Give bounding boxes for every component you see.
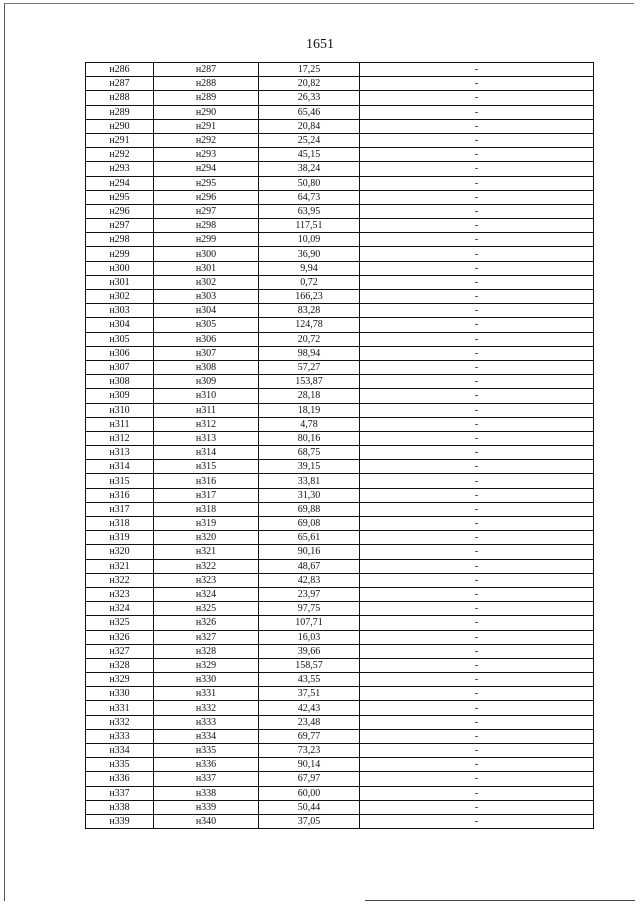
to-point-cell: н317	[154, 488, 259, 502]
note-cell: -	[360, 488, 594, 502]
note-cell: -	[360, 545, 594, 559]
from-point-cell: н293	[86, 162, 154, 176]
to-point-cell: н314	[154, 446, 259, 460]
to-point-cell: н312	[154, 417, 259, 431]
from-point-cell: н333	[86, 729, 154, 743]
distance-cell: 68,75	[259, 446, 360, 460]
from-point-cell: н304	[86, 318, 154, 332]
table-row	[86, 275, 594, 289]
from-point-cell: н331	[86, 701, 154, 715]
distance-cell: 37,05	[259, 814, 360, 828]
from-point-cell: н322	[86, 573, 154, 587]
table-row	[86, 658, 594, 672]
from-point-cell: н306	[86, 346, 154, 360]
note-cell: -	[360, 346, 594, 360]
table-row	[86, 758, 594, 772]
distance-cell: 31,30	[259, 488, 360, 502]
distance-cell: 98,94	[259, 346, 360, 360]
table-row	[86, 786, 594, 800]
table-row	[86, 616, 594, 630]
from-point-cell: н338	[86, 800, 154, 814]
table-row	[86, 744, 594, 758]
distance-cell: 50,80	[259, 176, 360, 190]
to-point-cell: н298	[154, 219, 259, 233]
to-point-cell: н301	[154, 261, 259, 275]
to-point-cell: н338	[154, 786, 259, 800]
from-point-cell: н288	[86, 91, 154, 105]
distance-cell: 43,55	[259, 673, 360, 687]
distance-cell: 33,81	[259, 474, 360, 488]
from-point-cell: н321	[86, 559, 154, 573]
table-row	[86, 332, 594, 346]
to-point-cell: н315	[154, 460, 259, 474]
distance-cell: 20,72	[259, 332, 360, 346]
distance-cell: 37,51	[259, 687, 360, 701]
distance-cell: 17,25	[259, 63, 360, 77]
note-cell: -	[360, 772, 594, 786]
table-row	[86, 133, 594, 147]
to-point-cell: н309	[154, 375, 259, 389]
to-point-cell: н310	[154, 389, 259, 403]
distance-cell: 26,33	[259, 91, 360, 105]
table-row	[86, 261, 594, 275]
from-point-cell: н314	[86, 460, 154, 474]
to-point-cell: н293	[154, 148, 259, 162]
table-row	[86, 91, 594, 105]
table-row	[86, 417, 594, 431]
table-row	[86, 488, 594, 502]
from-point-cell: н309	[86, 389, 154, 403]
table-row	[86, 176, 594, 190]
from-point-cell: н296	[86, 204, 154, 218]
to-point-cell: н290	[154, 105, 259, 119]
to-point-cell: н337	[154, 772, 259, 786]
to-point-cell: н340	[154, 814, 259, 828]
note-cell: -	[360, 360, 594, 374]
from-point-cell: н295	[86, 190, 154, 204]
table-row	[86, 360, 594, 374]
from-point-cell: н300	[86, 261, 154, 275]
note-cell: -	[360, 800, 594, 814]
distance-cell: 20,84	[259, 119, 360, 133]
to-point-cell: н323	[154, 573, 259, 587]
distance-cell: 153,87	[259, 375, 360, 389]
distance-cell: 39,66	[259, 644, 360, 658]
from-point-cell: н312	[86, 431, 154, 445]
from-point-cell: н310	[86, 403, 154, 417]
from-point-cell: н324	[86, 602, 154, 616]
to-point-cell: н325	[154, 602, 259, 616]
note-cell: -	[360, 233, 594, 247]
table-row	[86, 687, 594, 701]
table-row	[86, 77, 594, 91]
note-cell: -	[360, 814, 594, 828]
distance-cell: 73,23	[259, 744, 360, 758]
note-cell: -	[360, 786, 594, 800]
note-cell: -	[360, 219, 594, 233]
to-point-cell: н291	[154, 119, 259, 133]
to-point-cell: н336	[154, 758, 259, 772]
distance-cell: 38,24	[259, 162, 360, 176]
table-row	[86, 602, 594, 616]
distance-cell: 4,78	[259, 417, 360, 431]
to-point-cell: н288	[154, 77, 259, 91]
note-cell: -	[360, 701, 594, 715]
from-point-cell: н332	[86, 715, 154, 729]
from-point-cell: н302	[86, 290, 154, 304]
table-row	[86, 403, 594, 417]
distance-cell: 42,43	[259, 701, 360, 715]
distance-cell: 69,77	[259, 729, 360, 743]
distance-cell: 80,16	[259, 431, 360, 445]
to-point-cell: н334	[154, 729, 259, 743]
from-point-cell: н323	[86, 587, 154, 601]
table-row	[86, 389, 594, 403]
table-row	[86, 772, 594, 786]
table-row	[86, 474, 594, 488]
from-point-cell: н320	[86, 545, 154, 559]
distance-cell: 107,71	[259, 616, 360, 630]
table-row	[86, 162, 594, 176]
distance-cell: 65,46	[259, 105, 360, 119]
note-cell: -	[360, 105, 594, 119]
to-point-cell: н287	[154, 63, 259, 77]
note-cell: -	[360, 204, 594, 218]
from-point-cell: н307	[86, 360, 154, 374]
coordinates-table	[85, 62, 594, 829]
distance-cell: 25,24	[259, 133, 360, 147]
from-point-cell: н315	[86, 474, 154, 488]
to-point-cell: н324	[154, 587, 259, 601]
to-point-cell: н332	[154, 701, 259, 715]
distance-cell: 39,15	[259, 460, 360, 474]
distance-cell: 64,73	[259, 190, 360, 204]
note-cell: -	[360, 531, 594, 545]
distance-cell: 20,82	[259, 77, 360, 91]
from-point-cell: н292	[86, 148, 154, 162]
note-cell: -	[360, 119, 594, 133]
table-row	[86, 502, 594, 516]
page-number: 1651	[306, 37, 334, 52]
table-row	[86, 63, 594, 77]
note-cell: -	[360, 559, 594, 573]
from-point-cell: н327	[86, 644, 154, 658]
note-cell: -	[360, 673, 594, 687]
table-row	[86, 729, 594, 743]
from-point-cell: н311	[86, 417, 154, 431]
distance-cell: 90,16	[259, 545, 360, 559]
from-point-cell: н317	[86, 502, 154, 516]
distance-cell: 28,18	[259, 389, 360, 403]
table-row	[86, 290, 594, 304]
distance-cell: 69,88	[259, 502, 360, 516]
note-cell: -	[360, 403, 594, 417]
to-point-cell: н313	[154, 431, 259, 445]
note-cell: -	[360, 304, 594, 318]
table-row	[86, 318, 594, 332]
to-point-cell: н328	[154, 644, 259, 658]
distance-cell: 60,00	[259, 786, 360, 800]
note-cell: -	[360, 148, 594, 162]
from-point-cell: н334	[86, 744, 154, 758]
note-cell: -	[360, 332, 594, 346]
from-point-cell: н329	[86, 673, 154, 687]
note-cell: -	[360, 375, 594, 389]
from-point-cell: н325	[86, 616, 154, 630]
note-cell: -	[360, 431, 594, 445]
table-row	[86, 375, 594, 389]
table-row	[86, 105, 594, 119]
to-point-cell: н311	[154, 403, 259, 417]
from-point-cell: н289	[86, 105, 154, 119]
note-cell: -	[360, 587, 594, 601]
table-row	[86, 630, 594, 644]
distance-cell: 65,61	[259, 531, 360, 545]
table-row	[86, 531, 594, 545]
from-point-cell: н328	[86, 658, 154, 672]
table-row	[86, 204, 594, 218]
note-cell: -	[360, 616, 594, 630]
table-row	[86, 219, 594, 233]
note-cell: -	[360, 602, 594, 616]
to-point-cell: н339	[154, 800, 259, 814]
to-point-cell: н303	[154, 290, 259, 304]
to-point-cell: н329	[154, 658, 259, 672]
distance-cell: 50,44	[259, 800, 360, 814]
to-point-cell: н319	[154, 517, 259, 531]
from-point-cell: н308	[86, 375, 154, 389]
note-cell: -	[360, 77, 594, 91]
note-cell: -	[360, 91, 594, 105]
from-point-cell: н303	[86, 304, 154, 318]
to-point-cell: н327	[154, 630, 259, 644]
distance-cell: 67,97	[259, 772, 360, 786]
table-row	[86, 304, 594, 318]
table-row	[86, 119, 594, 133]
to-point-cell: н307	[154, 346, 259, 360]
to-point-cell: н302	[154, 275, 259, 289]
table-row	[86, 247, 594, 261]
table-row	[86, 559, 594, 573]
from-point-cell: н298	[86, 233, 154, 247]
from-point-cell: н294	[86, 176, 154, 190]
note-cell: -	[360, 318, 594, 332]
to-point-cell: н289	[154, 91, 259, 105]
note-cell: -	[360, 744, 594, 758]
note-cell: -	[360, 261, 594, 275]
note-cell: -	[360, 658, 594, 672]
note-cell: -	[360, 644, 594, 658]
distance-cell: 97,75	[259, 602, 360, 616]
note-cell: -	[360, 729, 594, 743]
to-point-cell: н306	[154, 332, 259, 346]
to-point-cell: н294	[154, 162, 259, 176]
to-point-cell: н326	[154, 616, 259, 630]
distance-cell: 69,08	[259, 517, 360, 531]
from-point-cell: н301	[86, 275, 154, 289]
distance-cell: 63,95	[259, 204, 360, 218]
distance-cell: 83,28	[259, 304, 360, 318]
from-point-cell: н291	[86, 133, 154, 147]
to-point-cell: н295	[154, 176, 259, 190]
table-row	[86, 460, 594, 474]
distance-cell: 90,14	[259, 758, 360, 772]
distance-cell: 117,51	[259, 219, 360, 233]
from-point-cell: н286	[86, 63, 154, 77]
table-row	[86, 431, 594, 445]
from-point-cell: н319	[86, 531, 154, 545]
to-point-cell: н304	[154, 304, 259, 318]
note-cell: -	[360, 758, 594, 772]
to-point-cell: н333	[154, 715, 259, 729]
note-cell: -	[360, 63, 594, 77]
note-cell: -	[360, 502, 594, 516]
distance-cell: 16,03	[259, 630, 360, 644]
distance-cell: 23,97	[259, 587, 360, 601]
to-point-cell: н308	[154, 360, 259, 374]
distance-cell: 42,83	[259, 573, 360, 587]
distance-cell: 9,94	[259, 261, 360, 275]
to-point-cell: н305	[154, 318, 259, 332]
distance-cell: 0,72	[259, 275, 360, 289]
to-point-cell: н322	[154, 559, 259, 573]
note-cell: -	[360, 290, 594, 304]
to-point-cell: н335	[154, 744, 259, 758]
distance-cell: 48,67	[259, 559, 360, 573]
note-cell: -	[360, 460, 594, 474]
note-cell: -	[360, 630, 594, 644]
distance-cell: 36,90	[259, 247, 360, 261]
from-point-cell: н326	[86, 630, 154, 644]
from-point-cell: н336	[86, 772, 154, 786]
table-body	[86, 63, 594, 829]
from-point-cell: н313	[86, 446, 154, 460]
table-row	[86, 701, 594, 715]
to-point-cell: н331	[154, 687, 259, 701]
note-cell: -	[360, 517, 594, 531]
to-point-cell: н320	[154, 531, 259, 545]
to-point-cell: н321	[154, 545, 259, 559]
from-point-cell: н339	[86, 814, 154, 828]
table-row	[86, 800, 594, 814]
note-cell: -	[360, 190, 594, 204]
table-row	[86, 814, 594, 828]
table-row	[86, 673, 594, 687]
to-point-cell: н330	[154, 673, 259, 687]
from-point-cell: н297	[86, 219, 154, 233]
to-point-cell: н316	[154, 474, 259, 488]
from-point-cell: н318	[86, 517, 154, 531]
from-point-cell: н299	[86, 247, 154, 261]
note-cell: -	[360, 715, 594, 729]
note-cell: -	[360, 176, 594, 190]
note-cell: -	[360, 275, 594, 289]
note-cell: -	[360, 417, 594, 431]
table-row	[86, 715, 594, 729]
to-point-cell: н300	[154, 247, 259, 261]
distance-cell: 124,78	[259, 318, 360, 332]
note-cell: -	[360, 247, 594, 261]
distance-cell: 166,23	[259, 290, 360, 304]
distance-cell: 18,19	[259, 403, 360, 417]
table-row	[86, 587, 594, 601]
note-cell: -	[360, 162, 594, 176]
from-point-cell: н330	[86, 687, 154, 701]
from-point-cell: н305	[86, 332, 154, 346]
to-point-cell: н292	[154, 133, 259, 147]
from-point-cell: н335	[86, 758, 154, 772]
from-point-cell: н316	[86, 488, 154, 502]
distance-cell: 10,09	[259, 233, 360, 247]
note-cell: -	[360, 446, 594, 460]
distance-cell: 57,27	[259, 360, 360, 374]
to-point-cell: н318	[154, 502, 259, 516]
bottom-edge-line	[365, 900, 635, 901]
table-row	[86, 446, 594, 460]
from-point-cell: н290	[86, 119, 154, 133]
distance-cell: 158,57	[259, 658, 360, 672]
to-point-cell: н297	[154, 204, 259, 218]
table-row	[86, 545, 594, 559]
distance-cell: 23,48	[259, 715, 360, 729]
note-cell: -	[360, 474, 594, 488]
note-cell: -	[360, 573, 594, 587]
table-row	[86, 346, 594, 360]
from-point-cell: н337	[86, 786, 154, 800]
table-row	[86, 573, 594, 587]
from-point-cell: н287	[86, 77, 154, 91]
to-point-cell: н299	[154, 233, 259, 247]
to-point-cell: н296	[154, 190, 259, 204]
table-row	[86, 644, 594, 658]
table-row	[86, 148, 594, 162]
note-cell: -	[360, 389, 594, 403]
distance-cell: 45,15	[259, 148, 360, 162]
note-cell: -	[360, 687, 594, 701]
note-cell: -	[360, 133, 594, 147]
table-row	[86, 517, 594, 531]
table-row	[86, 190, 594, 204]
table-row	[86, 233, 594, 247]
